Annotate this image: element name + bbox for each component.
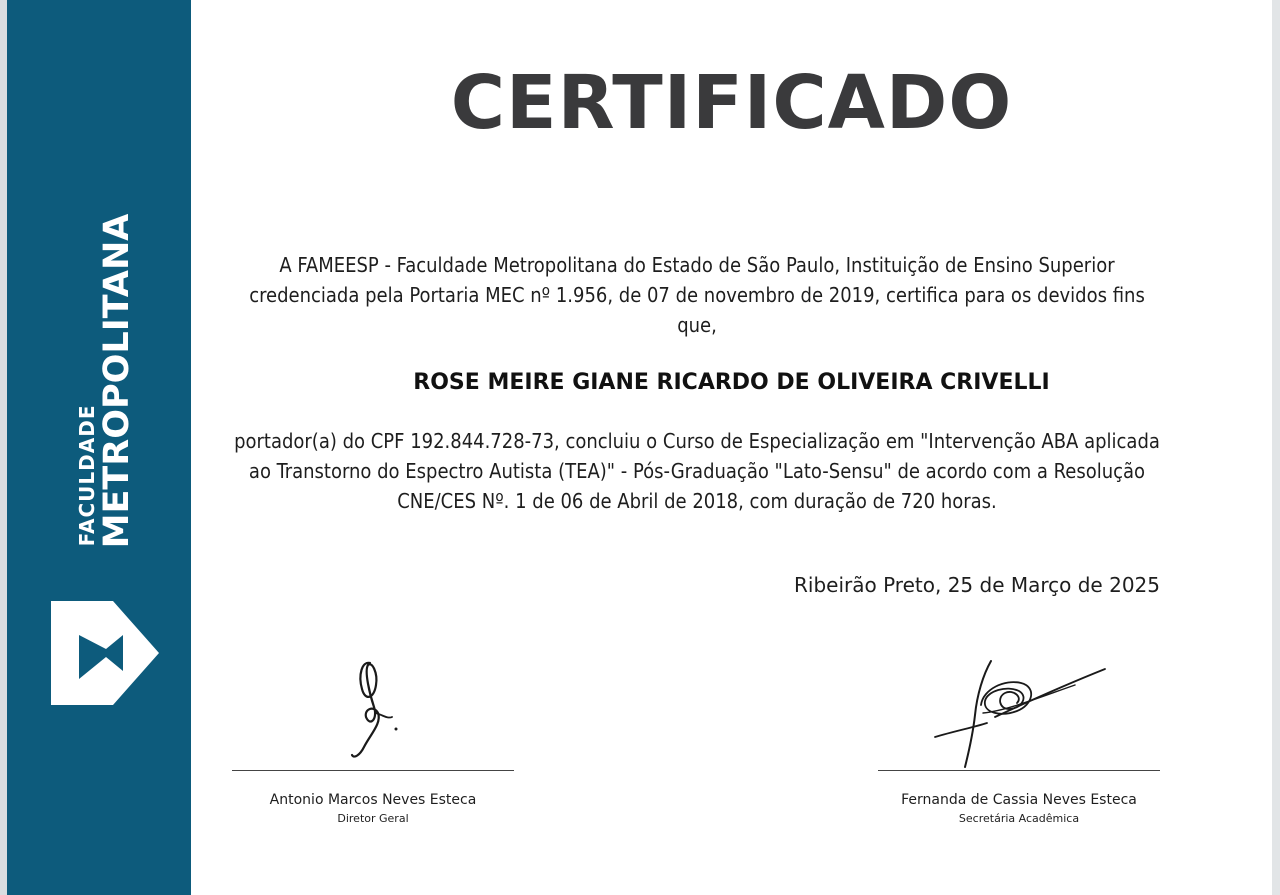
brand-line-faculdade: FACULDADE (75, 404, 99, 547)
certificate-intro: A FAMEESP - Faculdade Metropolitana do Estado de São Paulo, Instituição de Ensino Superior credenciada pela Portaria MEC nº 1.956, de 07 de novembro de 2019, certifica para os devidos fins que, (249, 253, 1145, 337)
secretary-name: Fernanda de Cassia Neves Esteca (901, 792, 1137, 808)
signature-director (340, 655, 410, 770)
signature-line-director (232, 770, 514, 771)
certificate-title: CERTIFICADO (450, 60, 1013, 146)
brand-sidebar (7, 0, 191, 895)
place-date: Ribeirão Preto, 25 de Março de 2025 (794, 573, 1160, 597)
signature-secretary (925, 655, 1115, 770)
brand-line-metropolitana: METROPOLITANA (97, 213, 137, 549)
director-name: Antonio Marcos Neves Esteca (269, 792, 477, 808)
secretary-role: Secretária Acadêmica (958, 812, 1080, 825)
recipient-name: ROSE MEIRE GIANE RICARDO DE OLIVEIRA CRIVELLI (413, 370, 1050, 395)
certificate-body: portador(a) do CPF 192.844.728-73, concluiu o Curso de Especialização em "Intervenção ABA aplicada ao Transtorno do Espectro Autista (TEA)" - Pós-Graduação "Lato-Sensu" de acordo com a Resolução CNE/CES Nº. 1 de 06 de Abril de 2018, com duração de 720 horas. (234, 429, 1160, 513)
page-edge-right (1272, 0, 1280, 895)
director-role: Diretor Geral (337, 812, 409, 825)
page-edge-left (0, 0, 7, 895)
signature-line-secretary (878, 770, 1160, 771)
m-logo-icon (51, 601, 161, 705)
